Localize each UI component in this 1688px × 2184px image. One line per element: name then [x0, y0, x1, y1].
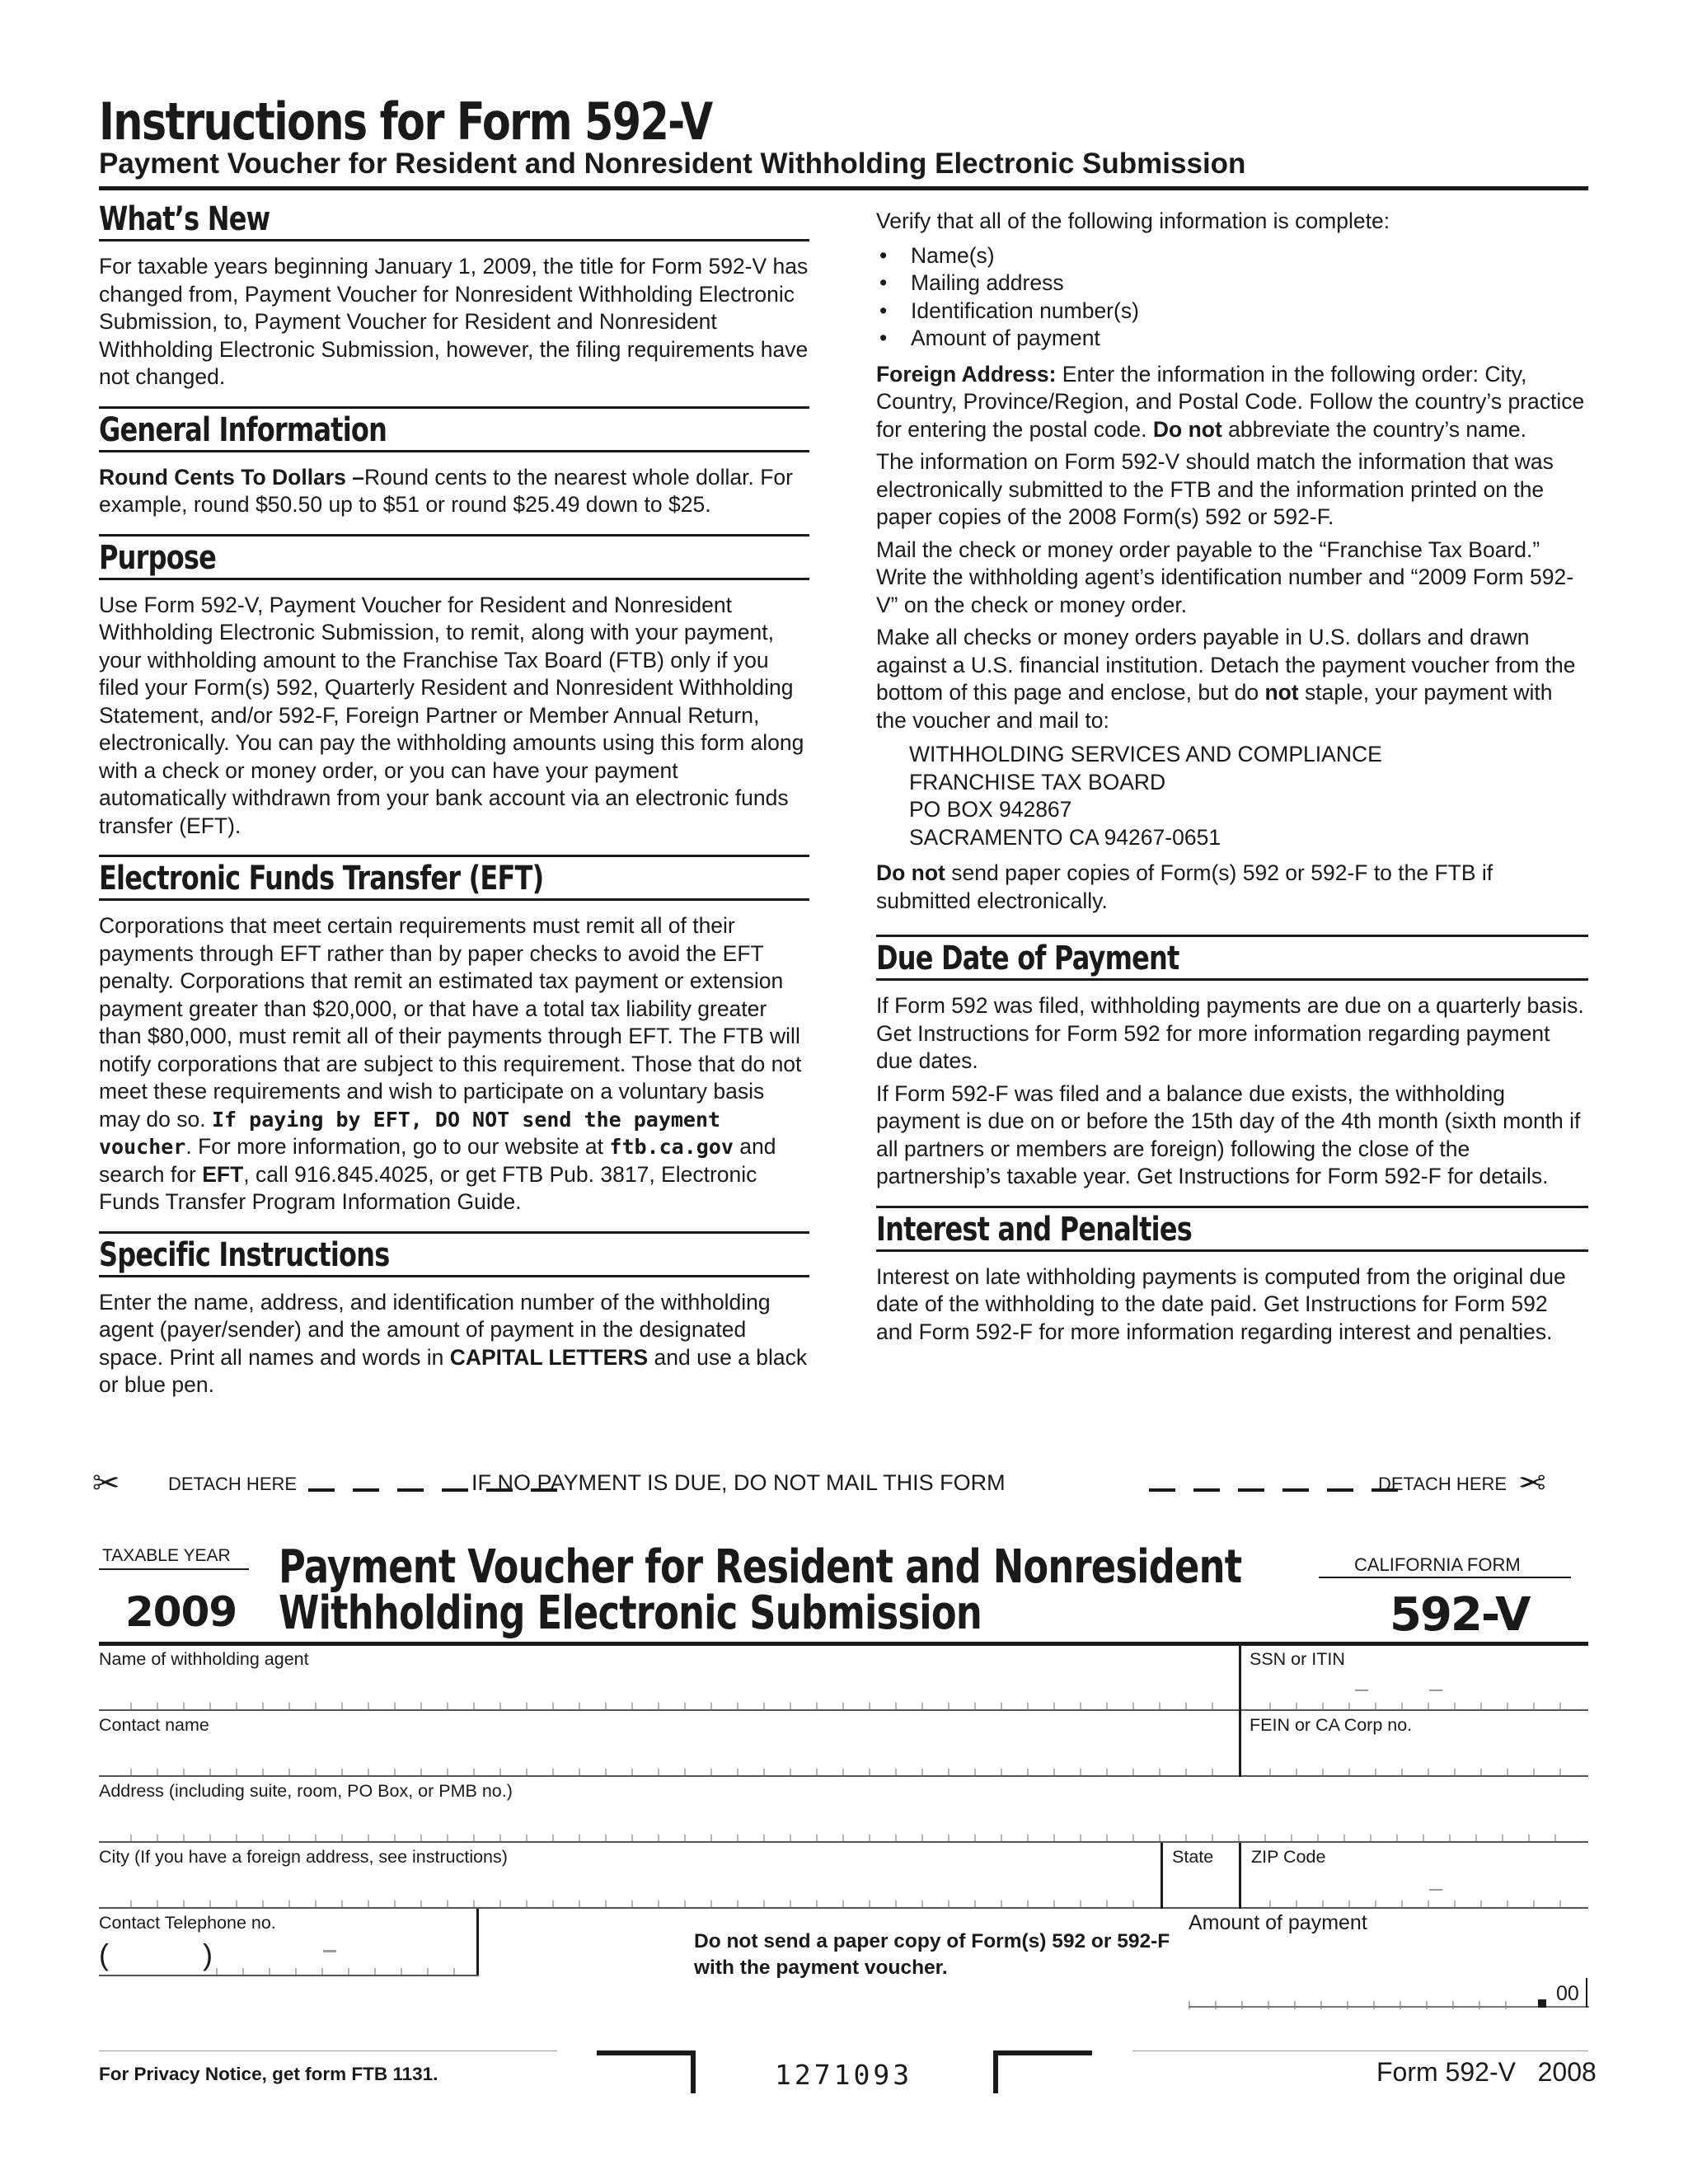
- interest-heading: Interest and Penalties: [876, 1210, 1192, 1249]
- do-not-emphasis: Do not: [1152, 416, 1222, 442]
- whats-new-heading: What’s New: [99, 200, 270, 238]
- ssn-separator: [1429, 1690, 1442, 1691]
- specific-text-1: Enter the name, address, and identification number of the withholding agent (payer/sender) and the amount of payment in the designated space. Print all names and words in: [99, 1289, 771, 1370]
- capital-letters-emphasis: CAPITAL LETTERS: [449, 1344, 649, 1370]
- detach-here-left: DETACH HERE: [168, 1474, 298, 1494]
- interest-heading-bar: [876, 1206, 1588, 1252]
- list-item: • Mailing address: [876, 269, 1588, 298]
- header-rule: [99, 186, 1588, 190]
- ftb-website-link[interactable]: ftb.ca.gov: [609, 1135, 734, 1159]
- verify-list: [876, 242, 1588, 353]
- column-divider: [1239, 1646, 1241, 1777]
- foreign-text-1: Enter the information in the following order: City, Country, Province/Region, and Postal Code. Follow the country’s practice for entering the postal code.: [876, 361, 1585, 442]
- list-item: • Amount of payment: [876, 325, 1588, 353]
- california-form-label: CALIFORNIA FORM: [1354, 1554, 1521, 1575]
- checks-text-1: Make all checks or money orders payable in U.S. dollars and drawn against a U.S. financial institution. Detach the payment voucher from the bottom of this page and enclose, but do: [876, 625, 1576, 705]
- mailing-address: [909, 741, 1588, 851]
- mail-paragraph: Mail the check or money order payable to the “Franchise Tax Board.” Write the withholding agent’s identification number and “2009 Form 592-V” on the check or money order.: [876, 537, 1574, 617]
- state-label: State: [1172, 1847, 1214, 1867]
- area-code-open-paren: (: [99, 1938, 109, 1971]
- zip-label: ZIP Code: [1251, 1847, 1326, 1867]
- scissors-icon: ✂: [1518, 1465, 1546, 1502]
- checks-text-2: staple, your payment with the voucher and mail to:: [876, 680, 1553, 733]
- match-paragraph: The information on Form 592-V should match the information that was electronically submitted to the FTB and the information printed on the paper copies of the 2008 Form(s) 592 or 592-F.: [876, 449, 1554, 529]
- detach-here-right: DETACH HERE: [1378, 1474, 1507, 1494]
- phone-separator: [323, 1950, 336, 1952]
- checks-paragraph: [876, 624, 1588, 734]
- footer-rule-right: [1132, 2050, 1588, 2051]
- general-info-heading-bar: [99, 406, 809, 452]
- form-number: 592-V: [1390, 1588, 1530, 1642]
- field-rule: [99, 1775, 1588, 1777]
- withholding-agent-name-label: Name of withholding agent: [99, 1649, 309, 1669]
- specific-body: [99, 1289, 809, 1399]
- eft-heading-bar: [99, 855, 809, 901]
- do-not-send-emphasis: Do not: [876, 860, 945, 885]
- taxable-year-rule: [99, 1568, 249, 1570]
- voucher-title-line-1: Payment Voucher for Resident and Nonresident: [279, 1540, 1242, 1594]
- foreign-address-paragraph: [876, 361, 1588, 444]
- list-item: • Name(s): [876, 242, 1588, 270]
- eft-warning: If paying by EFT, DO NOT send the payment voucher: [99, 1107, 721, 1159]
- eft-search-term: EFT: [202, 1161, 244, 1187]
- purpose-body: Use Form 592-V, Payment Voucher for Resident and Nonresident Withholding Electronic Submission, to remit, along with your payment, your withholding amount to the Franchise Tax Board (FTB) only if you filed your Form(s) 592, Quarterly Resident and Nonresident Withholding Statement, and/or 592-F, Foreign Partner or Member Annual Return, electronically. You can pay the withholding amounts using this form along with a check or money order, or you can have your payment automatically withdrawn from your bank account via an electronic funds transfer (EFT).: [99, 592, 804, 838]
- general-info-heading: General Information: [99, 410, 387, 449]
- paper-copy-warning: Do not send a paper copy of Form(s) 592 or 592-F with the payment voucher.: [694, 1930, 1170, 1979]
- purpose-heading: Purpose: [99, 538, 217, 577]
- do-not-send-text: send paper copies of Form(s) 592 or 592-F to the FTB if submitted electronically.: [876, 860, 1493, 913]
- city-label: City (If you have a foreign address, see instructions): [99, 1847, 508, 1867]
- ssn-separator: [1355, 1690, 1368, 1691]
- taxable-year: 2009: [125, 1588, 237, 1636]
- amount-end-tick: [1586, 1978, 1587, 2008]
- california-form-rule: [1319, 1577, 1571, 1578]
- field-rule: [99, 1709, 1588, 1711]
- fein-label: FEIN or CA Corp no.: [1250, 1715, 1413, 1735]
- footer-form-id: Form 592-V 2008: [1376, 2057, 1597, 2087]
- specific-heading-bar: [99, 1231, 809, 1277]
- eft-text-3: and search for: [99, 1134, 776, 1187]
- interest-body: Interest on late withholding payments is computed from the original due date of the withholding to the date paid. Get Instructions for Form 592 and Form 592-F for more information regarding interest and penalties.: [876, 1263, 1566, 1344]
- eft-text-2: . For more information, go to our website at: [185, 1134, 610, 1159]
- due-date-heading-bar: [876, 935, 1588, 981]
- address-line: FRANCHISE TAX BOARD: [909, 769, 1166, 794]
- round-cents-lead: Round Cents To Dollars –: [99, 464, 364, 490]
- address-label: Address (including suite, room, PO Box, or PMB no.): [99, 1781, 513, 1801]
- whats-new-body: For taxable years beginning January 1, 2009, the title for Form 592-V has changed from, Payment Voucher for Nonresident Withholding Electronic Submission, to, Payment Voucher for Resident and Nonresident Withholding Electronic Submission, however, the filing requirements have not changed.: [99, 254, 809, 389]
- phone-box-rule: [99, 1975, 479, 1976]
- specific-heading: Specific Instructions: [99, 1235, 390, 1274]
- privacy-notice: For Privacy Notice, get form FTB 1131.: [99, 2064, 438, 2084]
- round-cents-text: Round cents to the nearest whole dollar. For example, round $50.50 up to $51 or round $25.49 down to $25.: [99, 464, 793, 517]
- specific-text-2: and use a black or blue pen.: [99, 1344, 808, 1397]
- field-rule: [99, 1841, 1588, 1843]
- general-info-body: [99, 464, 809, 519]
- list-item: • Identification number(s): [876, 298, 1588, 326]
- voucher-title-line-2: Withholding Electronic Submission: [279, 1586, 982, 1640]
- eft-text-4: , call 916.845.4025, or get FTB Pub. 3817, Electronic Funds Transfer Program Information Guide.: [99, 1161, 757, 1214]
- area-code-close-paren: ): [203, 1938, 213, 1971]
- whats-new-heading-bar: [99, 198, 809, 241]
- field-rule: [99, 1907, 1588, 1909]
- due-date-heading: Due Date of Payment: [876, 940, 1179, 977]
- verify-intro: Verify that all of the following information is complete:: [876, 209, 1390, 233]
- page-title: Instructions for Form 592-V: [99, 91, 712, 152]
- phone-box-divider: [476, 1909, 479, 1976]
- document-code: 1271093: [775, 2059, 913, 2091]
- taxable-year-label: TAXABLE YEAR: [102, 1546, 231, 1565]
- page-subtitle: Payment Voucher for Resident and Nonresident Withholding Electronic Submission: [99, 148, 1246, 180]
- registration-mark-left: [597, 2050, 697, 2093]
- scissors-icon: ✂: [92, 1465, 120, 1502]
- purpose-heading-bar: [99, 534, 809, 580]
- due-date-body-2: If Form 592-F was filed and a balance due exists, the withholding payment is due on or before the 15th day of the 4th month (sixth month if all partners or members are foreign) following the close of the partnership’s taxable year. Get Instructions for Form 592-F for details.: [876, 1080, 1581, 1188]
- not-emphasis: not: [1264, 680, 1299, 705]
- column-divider: [1239, 1843, 1241, 1909]
- right-column: [876, 208, 1588, 1351]
- contact-name-label: Contact name: [99, 1715, 209, 1735]
- foreign-text-2: abbreviate the country’s name.: [1221, 416, 1527, 442]
- voucher-top-rule: [99, 1642, 1588, 1646]
- zip-separator: [1429, 1889, 1442, 1891]
- registration-mark-right: [992, 2050, 1092, 2093]
- foreign-address-lead: Foreign Address:: [876, 361, 1057, 387]
- eft-heading: Electronic Funds Transfer (EFT): [99, 860, 544, 898]
- do-not-send-paragraph: [876, 860, 1588, 915]
- address-line: WITHHOLDING SERVICES AND COMPLIANCE: [909, 742, 1382, 766]
- address-line: SACRAMENTO CA 94267-0651: [909, 824, 1221, 850]
- dash-rule-right: [1149, 1488, 1398, 1492]
- cents-value: 00: [1556, 1982, 1579, 2005]
- footer-rule-left: [99, 2050, 557, 2051]
- eft-body: [99, 912, 809, 1216]
- amount-field-ticks[interactable]: [1189, 2001, 1526, 2009]
- left-column: [99, 198, 809, 1404]
- address-line: PO BOX 942867: [909, 797, 1072, 822]
- due-date-body-1: If Form 592 was filed, withholding payments are due on a quarterly basis. Get Instructions for Form 592 for more information regarding payment due dates.: [876, 993, 1584, 1073]
- amount-label: Amount of payment: [1189, 1911, 1367, 1934]
- amount-rule: [1189, 2006, 1589, 2008]
- decimal-point: [1538, 1999, 1546, 2008]
- eft-text-1: Corporations that meet certain requirements must remit all of their payments through EFT rather than by paper checks to avoid the EFT penalty. Corporations that remit an estimated tax payment or extension payment greater than $20,000, or that have a total tax liability greater than $80,000, must remit all of their payments through EFT. The FTB will notify corporations that are subject to this requirement. Those that do not meet these requirements and wish to participate on a voluntary basis may do so.: [99, 913, 802, 1132]
- no-payment-notice: IF NO PAYMENT IS DUE, DO NOT MAIL THIS FORM: [471, 1470, 1006, 1495]
- column-divider: [1160, 1843, 1163, 1909]
- phone-label: Contact Telephone no.: [99, 1913, 276, 1933]
- ssn-label: SSN or ITIN: [1250, 1649, 1345, 1669]
